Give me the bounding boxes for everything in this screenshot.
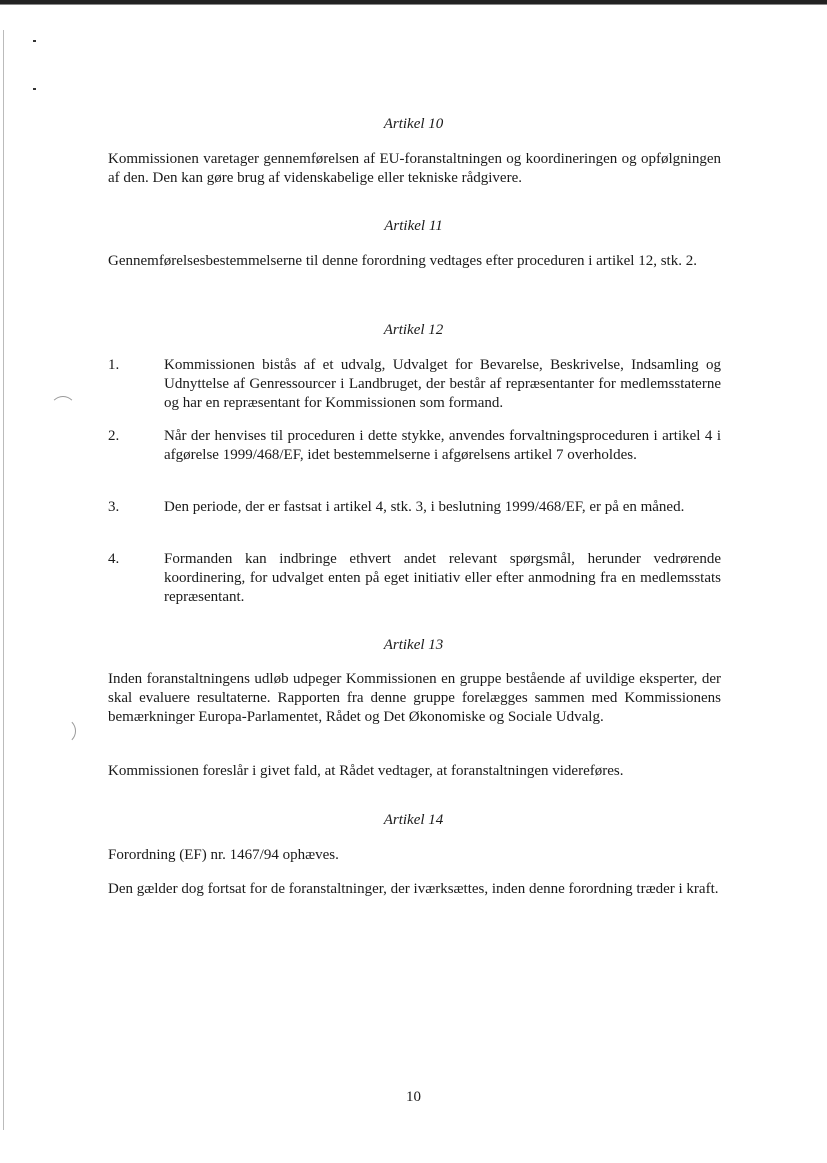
scan-left-edge — [3, 30, 4, 1130]
scan-speck — [33, 88, 36, 90]
item-text: Den periode, der er fastsat i artikel 4, stk. 3, i beslutning 1999/468/EF, er på en måned. — [164, 499, 685, 515]
item-text: Formanden kan indbringe ethvert andet relevant spørgsmål, herunder vedrørende koordinering, for udvalget enten på eget initiativ eller efter anmodning fra en medlemsstats repræsentant. — [164, 551, 721, 605]
article-14-paragraph: Forordning (EF) nr. 1467/94 ophæves. — [108, 847, 339, 863]
article-13-paragraph: Inden foranstaltningens udløb udpeger Kommissionen en gruppe bestående af uvildige eksperter, der skal evaluere resultaterne. Rapporten fra denne gruppe forelægges sammen med Kommissionens bemærkninger Europa-Parlamentet, Rådet og Det Økonomiske og Sociale Udvalg. — [108, 671, 721, 725]
article-11-paragraph: Gennemførelsesbestemmelserne til denne forordning vedtages efter proceduren i artikel 12, stk. 2. — [108, 253, 697, 269]
top-border-rule-thin — [0, 4, 827, 5]
item-number: 2. — [108, 428, 120, 444]
page-number: 10 — [406, 1089, 421, 1105]
article-14-paragraph: Den gælder dog fortsat for de foranstaltninger, der iværksættes, inden denne forordning træder i kraft. — [108, 881, 719, 897]
article-13-paragraph: Kommissionen foreslår i givet fald, at Rådet vedtager, at foranstaltningen videreføres. — [108, 763, 624, 779]
article-10-heading: Artikel 10 — [383, 116, 444, 132]
item-number: 1. — [108, 357, 120, 373]
article-12-heading: Artikel 12 — [383, 322, 444, 338]
item-number: 4. — [108, 551, 120, 567]
article-14-heading: Artikel 14 — [383, 812, 444, 828]
scan-speck — [33, 40, 36, 42]
punch-hole-mark — [50, 718, 76, 744]
item-number: 3. — [108, 499, 120, 515]
article-10-paragraph: Kommissionen varetager gennemførelsen af EU-foranstaltningen og koordineringen og opfølgningen af den. Den kan gøre brug af videnskabelige eller tekniske rådgivere. — [108, 151, 721, 186]
punch-hole-mark — [50, 396, 76, 422]
article-13-heading: Artikel 13 — [383, 637, 444, 653]
item-text: Når der henvises til proceduren i dette stykke, anvendes forvaltningsproceduren i artikel 4 i afgørelse 1999/468/EF, idet bestemmelserne i afgørelsens artikel 7 overholdes. — [164, 428, 721, 463]
item-text: Kommissionen bistås af et udvalg, Udvalget for Bevarelse, Beskrivelse, Indsamling og Udnyttelse af Genressourcer i Landbruget, der består af repræsentanter for medlemsstaterne og har en repræsentant for Kommissionen som formand. — [164, 357, 721, 411]
article-11-heading: Artikel 11 — [384, 218, 443, 234]
